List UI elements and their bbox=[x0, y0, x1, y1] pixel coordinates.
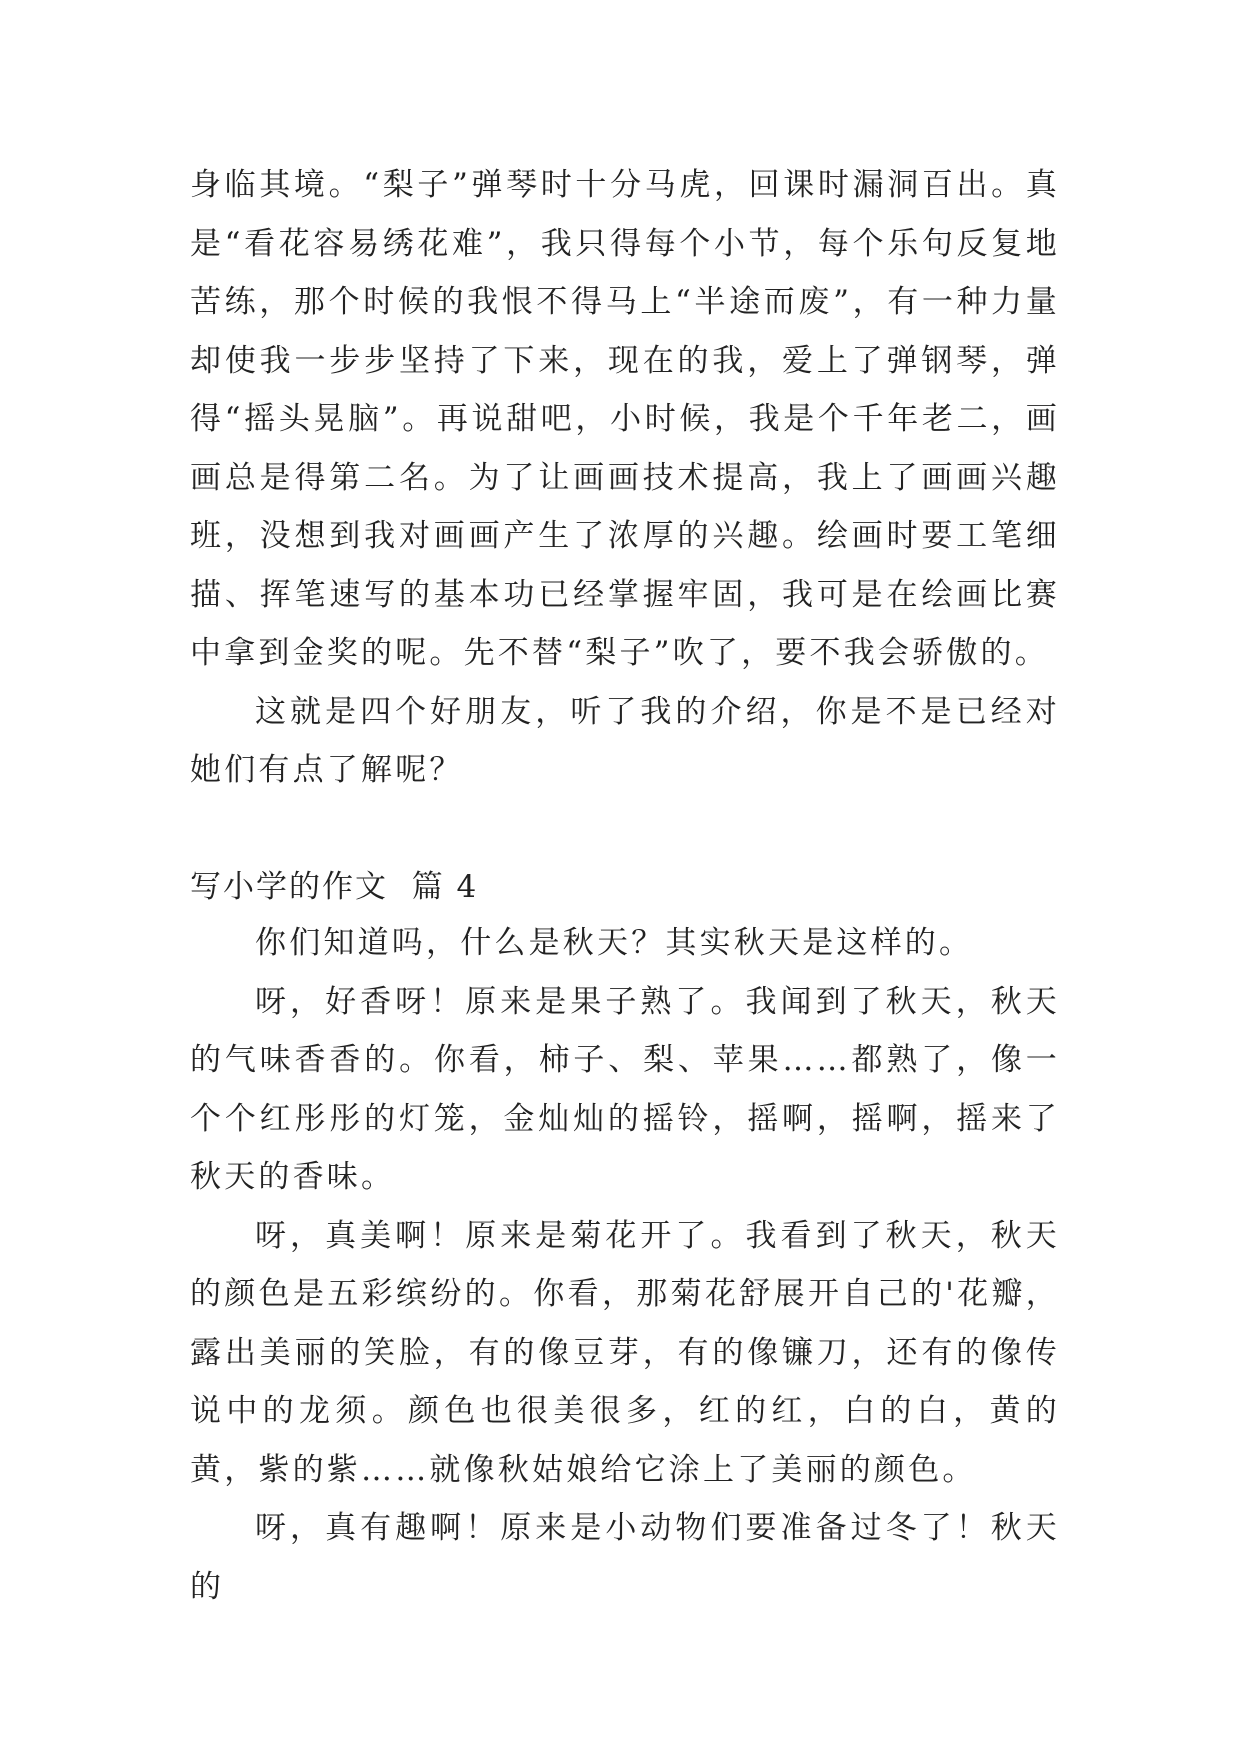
previous-section-text bbox=[190, 156, 1060, 800]
paragraph: 呀，真有趣啊！原来是小动物们要准备过冬了！秋天的 bbox=[190, 1510, 1060, 1605]
paragraph: 这就是四个好朋友，听了我的介绍，你是不是已经对她们有点了解呢？ bbox=[190, 693, 1060, 788]
section-body bbox=[190, 914, 1060, 1616]
section-title: 写小学的作文 篇 4 bbox=[190, 869, 479, 905]
paragraph: 呀，好香呀！原来是果子熟了。我闻到了秋天，秋天的气味香香的。你看，柿子、梨、苹果……都熟了，像一个个红彤彤的灯笼，金灿灿的摇铃，摇啊，摇啊，摇来了秋天的香味。 bbox=[190, 983, 1060, 1195]
paragraph: 你们知道吗，什么是秋天？其实秋天是这样的。 bbox=[255, 925, 974, 961]
paragraph: 呀，真美啊！原来是菊花开了。我看到了秋天，秋天的颜色是五彩缤纷的。你看，那菊花舒展开自己的'花瓣，露出美丽的笑脸，有的像豆芽，有的像镰刀，还有的像传说中的龙须。颜色也很美很多，红的红，白的白，黄的黄，紫的紫……就像秋姑娘给它涂上了美丽的颜色。 bbox=[190, 1217, 1060, 1488]
paragraph: 身临其境。“梨子”弹琴时十分马虎，回课时漏洞百出。真是“看花容易绣花难”，我只得每个小节，每个乐句反复地苦练，那个时候的我恨不得马上“半途而废”，有一种力量却使我一步步坚持了下来，现在的我，爱上了弹钢琴，弹得“摇头晃脑”。再说甜吧，小时候，我是个千年老二，画画总是得第二名。为了让画画技术提高，我上了画画兴趣班，没想到我对画画产生了浓厚的兴趣。绘画时要工笔细描、挥笔速写的基本功已经掌握牢固，我可是在绘画比赛中拿到金奖的呢。先不替“梨子”吹了，要不我会骄傲的。 bbox=[190, 167, 1060, 671]
